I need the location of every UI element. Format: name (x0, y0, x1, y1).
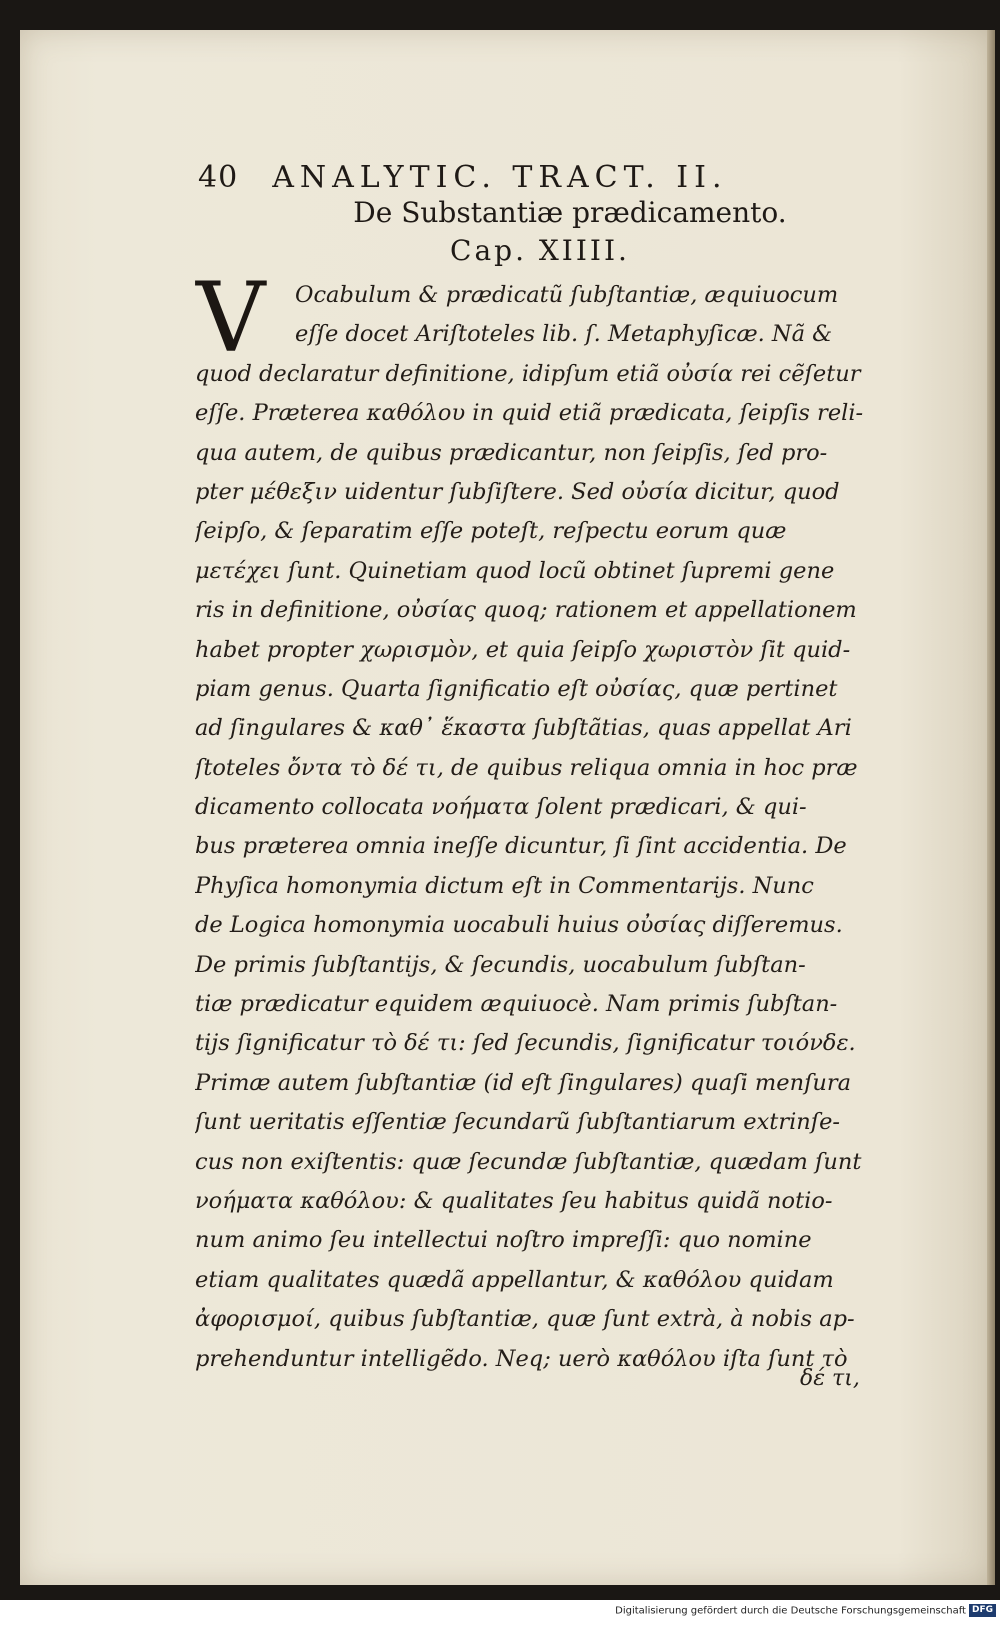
catchword: δέ τι, (800, 1366, 860, 1391)
text-line: μετέχει ſunt. Quinetiam quod locũ obtinet ſupremi gene (195, 557, 835, 584)
text-line: ris in definitione, οὐσίας quoq; rationem et appellationem (195, 597, 857, 624)
text-line: De primis ſubſtantijs, & ſecundis, uocabulum ſubſtan- (195, 951, 806, 978)
text-line: eſſe docet Ariſtoteles lib. ſ. Metaphyſicæ. Nã & (295, 321, 833, 348)
text-line: cus non exiſtentis: quæ ſecundæ ſubſtantiæ, quædam ſunt (195, 1148, 862, 1175)
text-line: habet propter χωρισμὸν, et quia ſeipſo χωριστὸν ſit quid- (195, 636, 851, 663)
text-line: ſeipſo, & ſeparatim eſſe poteſt, reſpectu eorum quæ (195, 518, 787, 545)
credit-text: Digitalisierung gefördert durch die Deutsche Forschungsgemeinschaft (615, 1605, 966, 1617)
text-line: tiæ prædicatur equidem æquiuocè. Nam primis ſubſtan- (195, 991, 838, 1018)
page-number: 40 (198, 160, 239, 195)
page-edge (987, 30, 995, 1585)
digitization-credit (615, 1604, 996, 1617)
text-line: eſſe. Præterea καθόλου in quid etiã prædicata, ſeipſis reli- (195, 400, 864, 427)
chapter-number: Cap. XIIII. (450, 234, 630, 267)
text-line: de Logica homonymia uocabuli huius οὐσίας diſſeremus. (195, 912, 843, 939)
text-line: qua autem, de quibus prædicantur, non ſeipſis, ſed pro- (195, 439, 828, 466)
text-line: ſunt ueritatis eſſentiæ ſecundarũ ſubſtantiarum extrinſe- (195, 1109, 841, 1136)
text-line: quod declaratur definitione, idipſum etiã οὐσία rei cẽſetur (195, 360, 861, 387)
text-line: pter μέθεξιν uidentur ſubſiſtere. Sed οὐσία dicitur, quod (195, 478, 840, 505)
text-line: num animo ſeu intellectui noſtro impreſſi: quo nomine (195, 1227, 812, 1254)
text-line: Phyſica homonymia dictum eſt in Commentarijs. Nunc (195, 872, 814, 899)
text-line: ἀφορισμοί, quibus ſubſtantiæ, quæ ſunt extrà, à nobis ap- (195, 1306, 855, 1333)
running-head (198, 160, 838, 195)
text-line: tijs ſignificatur τὸ δέ τι: ſed ſecundis, ſignificatur τοιόνδε. (195, 1030, 856, 1057)
text-line: ſtoteles ὄντα τὸ δέ τι, de quibus reliqua omnia in hoc præ (195, 754, 858, 781)
chapter-title: De Substantiæ prædicamento. (353, 196, 787, 229)
text-line: bus præterea omnia ineſſe dicuntur, ſi ſint accidentia. De (195, 833, 847, 860)
text-line: dicamento collocata νοήματα ſolent prædicari, & qui- (195, 794, 807, 821)
text-line: Ocabulum & prædicatũ ſubſtantiæ, æquiuocum (295, 282, 839, 308)
text-line: ad ſingulares & καθ᾽ ἕκαστα ſubſtãtias, quas appellat Ari (195, 715, 852, 742)
dfg-logo: DFG (969, 1604, 996, 1617)
text-line: piam genus. Quarta ſignificatio eſt οὐσίας, quæ pertinet (195, 675, 838, 702)
text-line: νοήματα καθόλου: & qualitates ſeu habitus quidã notio- (195, 1187, 833, 1214)
body-text (195, 276, 895, 1379)
text-line: prehenduntur intelligẽdo. Neq; uerò καθόλου iſta ſunt τὸ (195, 1345, 848, 1372)
text-line: Primæ autem ſubſtantiæ (id eſt ſingulares) quaſi menſura (195, 1069, 852, 1096)
drop-cap: V (196, 262, 266, 374)
text-line: etiam qualitates quædã appellantur, & καθόλου quidam (195, 1266, 834, 1293)
running-title: ANALYTIC. TRACT. II. (272, 160, 728, 195)
